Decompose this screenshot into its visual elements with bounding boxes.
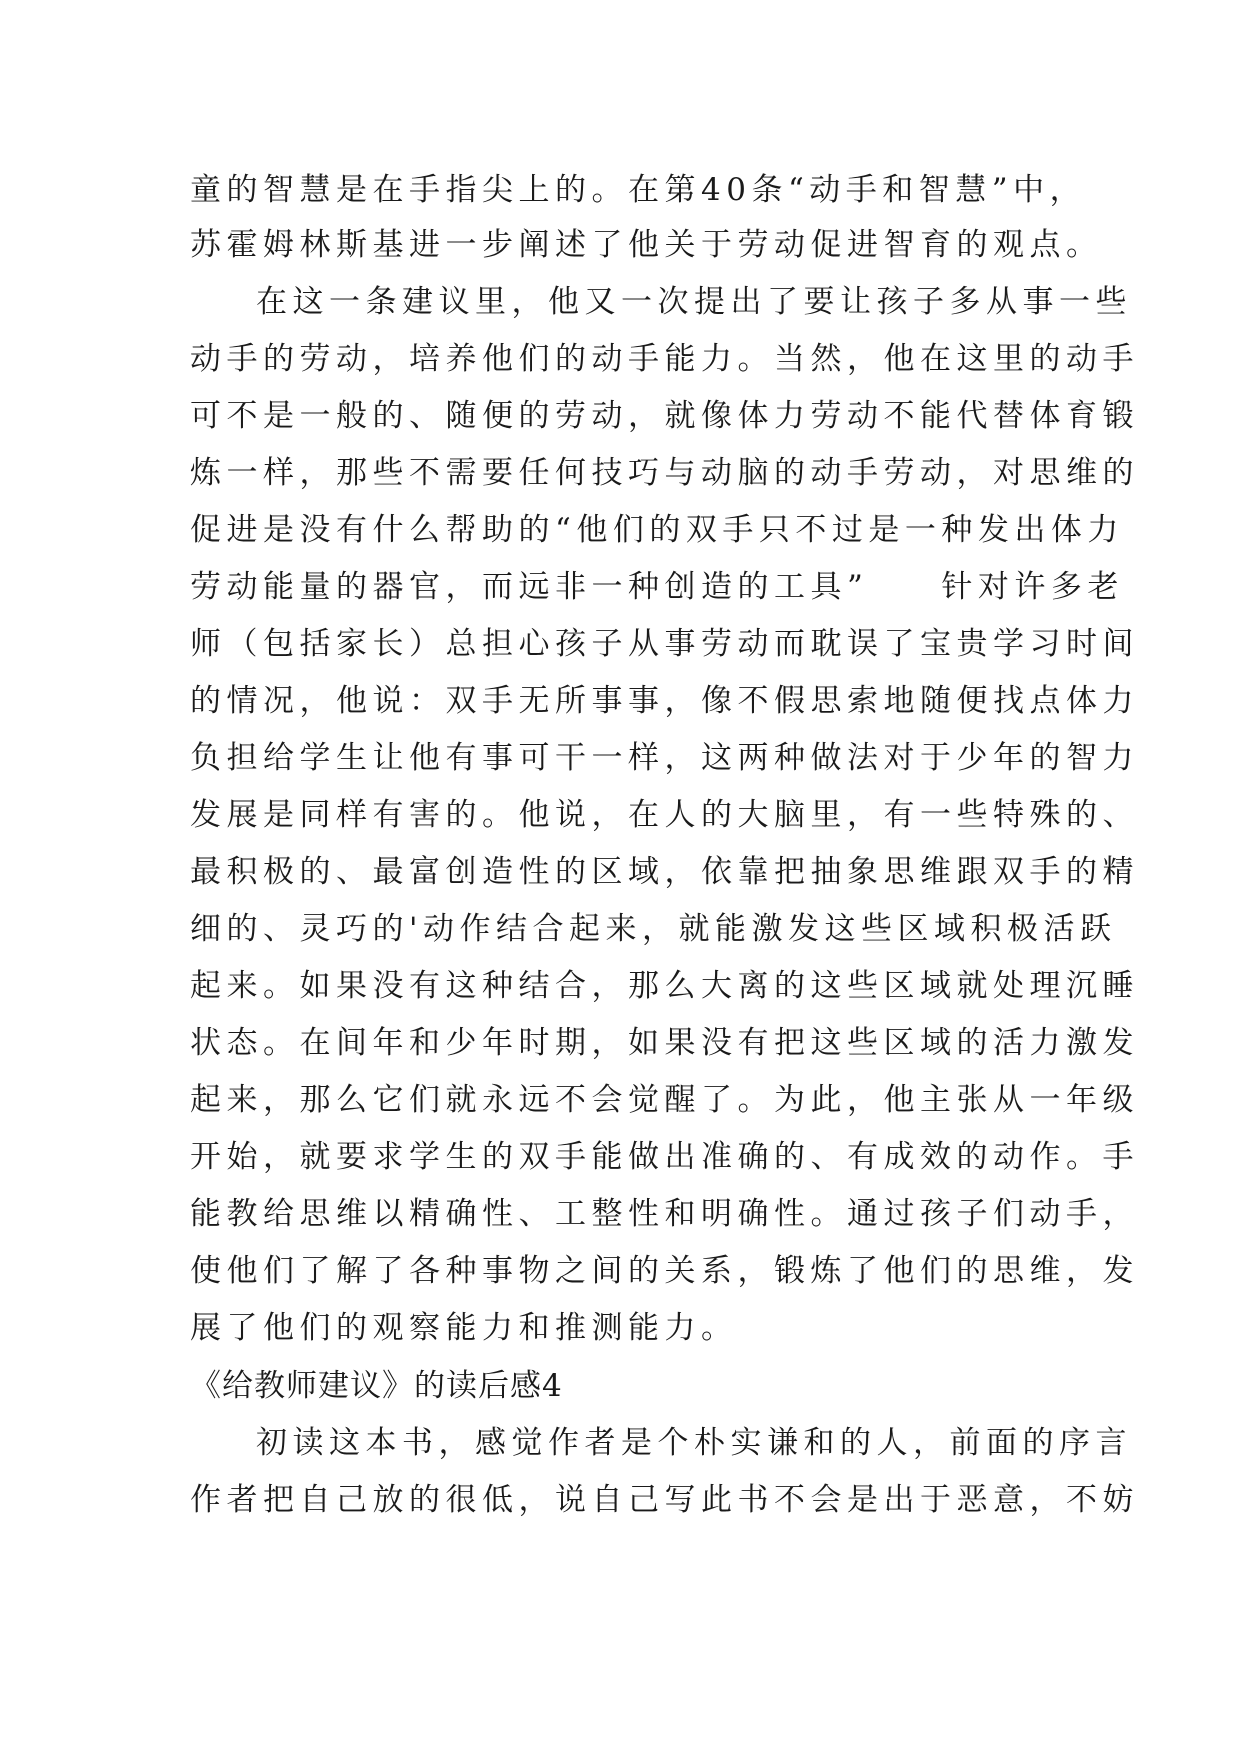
text-line: 发展是同样有害的。他说，在人的大脑里，有一些特殊的、 bbox=[190, 797, 1139, 833]
text-line: 使他们了解了各种事物之间的关系，锻炼了他们的思维，发 bbox=[190, 1253, 1139, 1289]
text-line: 炼一样，那些不需要任何技巧与动脑的动手劳动，对思维的 bbox=[190, 455, 1139, 491]
text-line: 动手的劳动，培养他们的动手能力。当然，他在这里的动手 bbox=[190, 341, 1139, 377]
text-line: 苏霍姆林斯基进一步阐述了他关于劳动促进智育的观点。 bbox=[190, 227, 1103, 263]
text-line: 开始，就要求学生的双手能做出准确的、有成效的动作。手 bbox=[190, 1139, 1139, 1175]
text-line: 童的智慧是在手指尖上的。在第40条“动手和智慧”中， bbox=[190, 172, 1087, 208]
section-heading: 《给教师建议》的读后感4 bbox=[190, 1368, 563, 1404]
text-line: 劳动能量的器官，而远非一种创造的工具” 针对许多老 bbox=[190, 569, 1124, 605]
text-line: 的情况，他说：双手无所事事，像不假思索地随便找点体力 bbox=[190, 683, 1139, 719]
text-line: 作者把自己放的很低，说自己写此书不会是出于恶意，不妨 bbox=[190, 1482, 1139, 1518]
text-line: 可不是一般的、随便的劳动，就像体力劳动不能代替体育锻 bbox=[190, 398, 1139, 434]
text-line: 能教给思维以精确性、工整性和明确性。通过孩子们动手， bbox=[190, 1196, 1139, 1232]
text-line: 起来，那么它们就永远不会觉醒了。为此，他主张从一年级 bbox=[190, 1082, 1139, 1118]
text-line: 促进是没有什么帮助的“他们的双手只不过是一种发出体力 bbox=[190, 512, 1124, 548]
text-line: 起来。如果没有这种结合，那么大离的这些区域就处理沉睡 bbox=[190, 968, 1139, 1004]
text-line: 状态。在间年和少年时期，如果没有把这些区域的活力激发 bbox=[190, 1025, 1139, 1061]
text-line: 负担给学生让他有事可干一样，这两种做法对于少年的智力 bbox=[190, 740, 1139, 776]
text-line: 展了他们的观察能力和推测能力。 bbox=[190, 1310, 738, 1346]
paragraph-start-line: 在这一条建议里，他又一次提出了要让孩子多从事一些 bbox=[256, 284, 1132, 320]
text-line: 师（包括家长）总担心孩子从事劳动而耽误了宝贵学习时间 bbox=[190, 626, 1139, 662]
paragraph-start-line: 初读这本书，感觉作者是个朴实谦和的人，前面的序言 bbox=[256, 1425, 1132, 1461]
text-line: 细的、灵巧的'动作结合起来，就能激发这些区域积极活跃 bbox=[190, 911, 1117, 947]
text-line: 最积极的、最富创造性的区域，依靠把抽象思维跟双手的精 bbox=[190, 854, 1139, 890]
